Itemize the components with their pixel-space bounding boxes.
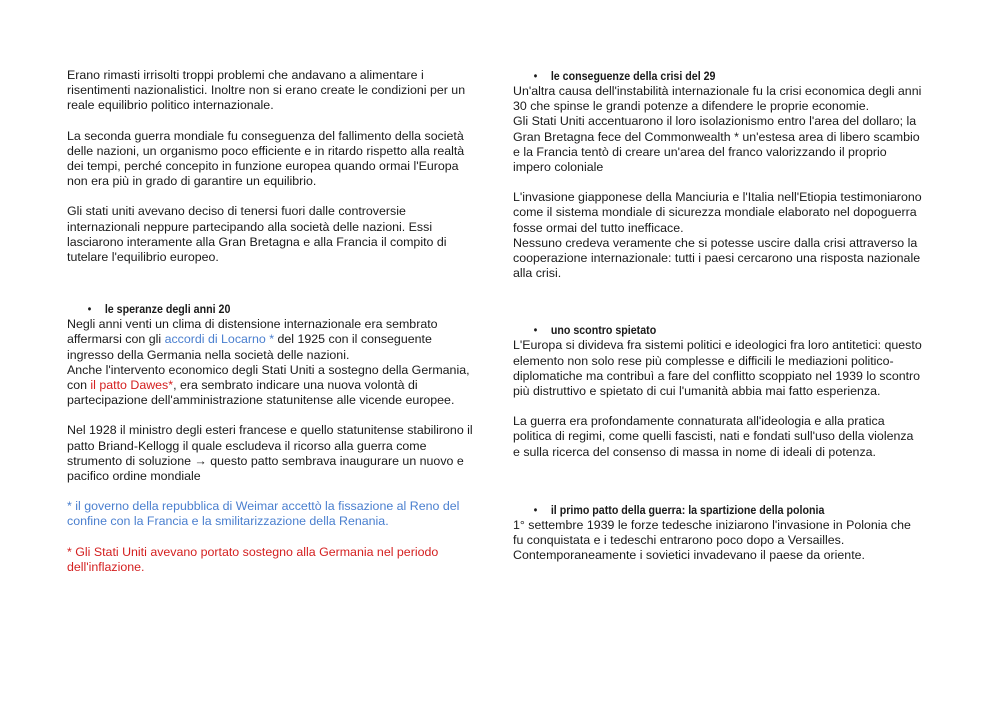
left-column [67,68,477,575]
paragraph-crisi-economica: Un'altra causa dell'instabilità internazionale fu la crisi economica degli anni 30 che spinse le grandi potenze a difendere le proprie economie. [513,84,922,114]
bullet-icon: • [87,302,92,317]
heading-scontro-spietato [513,322,866,338]
bullet-icon: • [533,502,538,517]
heading-text: le speranze degli anni 20 [104,302,231,317]
paragraph-isolazionismo: Gli Stati Uniti accentuarono il loro isolazionismo entro l'area del dollaro; la Gran Bretagna fece del Commonwealth * un'estesa area di libero scambio e la Francia tentò di creare un'area del franco valorizzando il proprio impero coloniale [513,114,920,175]
paragraph-europa-divisa: L'Europa si divideva fra sistemi politici e ideologici fra loro antitetici: questo elemento non solo rese più complesse e difficili le mediazioni politico-diplomatiche ma contribuì a fare del conflitto scoppiato nel 1939 lo scontro più distruttivo e spietato di cui l'umanità abbia mai fatto esperienza. [513,338,922,399]
bullet-icon: • [533,323,538,338]
paragraph-briand-kellogg: Nel 1928 il ministro degli esteri francese e quello statunitense stabilirono il patto Briand-Kellogg il quale escludeva il ricorso alla guerra come strumento di soluzione → questo patto sembrava inaugurare un nuovo e pacifico ordine mondiale [67,423,473,484]
paragraph-problemi-irrisolti: Erano rimasti irrisolti troppi problemi che andavano a alimentare i risentimenti nazionalistici. Inoltre non si erano create le condizioni per un reale equilibrio politico internazionale. [67,68,466,113]
paragraph-locarno [67,317,477,363]
text-span: Anche l'intervento economico degli Stati Uniti a sostegno della Germania, con [67,362,470,393]
heading-crisi-29 [513,68,866,84]
heading-text: uno scontro spietato [550,323,657,338]
heading-text: il primo patto della guerra: la spartizione della polonia [550,502,825,517]
paragraph-risposta-nazionale: Nessuno credeva veramente che si potesse uscire dalla crisi attraverso la cooperazione internazionale: tutti i paesi cercarono una risposta nazionale alla crisi. [513,235,921,281]
link-accordi-locarno: accordi di Locarno * [164,332,275,347]
heading-text: le conseguenze della crisi del 29 [550,69,716,83]
text-span: del 1925 con il conseguente ingresso della Germania nella società delle nazioni. [67,332,432,362]
link-patto-dawes: il patto Dawes* [90,378,174,393]
note-locarno: * il governo della repubblica di Weimar accettò la fissazione al Reno del confine con la Francia e la smilitarizzazione della Renania. [67,499,460,529]
paragraph-seconda-guerra: La seconda guerra mondiale fu conseguenza del fallimento della società delle nazioni, un organismo poco efficiente e in ritardo rispetto alla realtà dei tempi, perché concepito in funzione europea quando ormai l'Europa non era più in grado di garantire un equilibrio. [67,128,465,189]
paragraph-ideologia: La guerra era profondamente connaturata all'ideologia e alla pratica politica di regimi, come quelli fascisti, nati e fondati sull'uso della violenza e sulla ricerca del consenso di massa in nome di ideali di potenza. [513,414,914,459]
heading-spartizione-polonia [513,502,866,518]
note-dawes: * Gli Stati Uniti avevano portato sostegno alla Germania nel periodo dell'inflazione. [67,544,439,574]
text-span: , era sembrato indicare una nuova volontà di partecipazione dell'amministrazione statunitense alle vicende europee. [67,378,455,408]
right-column [513,68,923,563]
paragraph-invasione-polonia: 1° settembre 1939 le forze tedesche iniziarono l'invasione in Polonia che fu conquistata e i tedeschi entrarono poco dopo a Versailles. Contemporaneamente i sovietici invadevano il paese da oriente. [513,517,911,563]
heading-speranze-anni-20 [67,301,420,317]
text-span: Negli anni venti un clima di distensione internazionale era sembrato affermarsi con gli [67,317,438,347]
paragraph-dawes [67,363,477,409]
paragraph-manciuria: L'invasione giapponese della Manciuria e l'Italia nell'Etiopia testimoniarono come il sistema mondiale di sicurezza mondiale elaborato nel dopoguerra fosse ormai del tutto inefficace. [513,190,922,235]
paragraph-stati-uniti: Gli stati uniti avevano deciso di tenersi fuori dalle controversie internazionali neppure partecipando alla società delle nazioni. Essi lasciarono interamente alla Gran Bretagna e alla Francia il compito di tutelare l'equilibrio europeo. [67,204,447,265]
bullet-icon: • [533,69,538,83]
